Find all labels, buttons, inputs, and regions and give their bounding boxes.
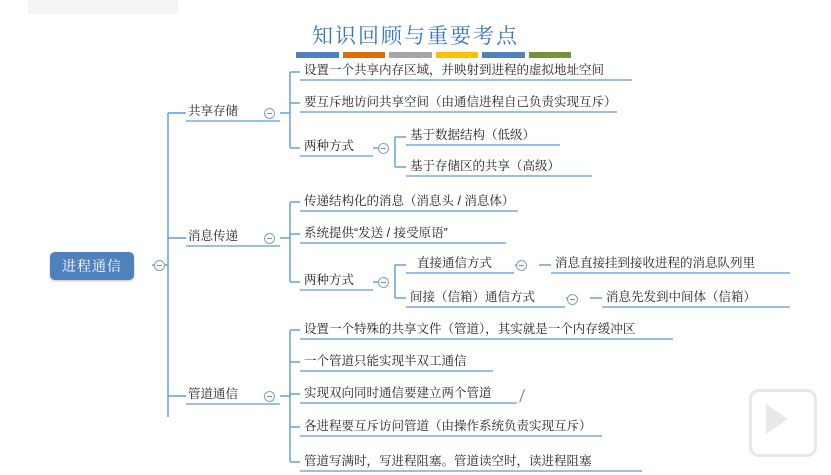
leaf-pipe-5[interactable]: 管道写满时，写进程阻塞。管道读空时，读进程阻塞 <box>304 454 592 468</box>
color-bar-3 <box>389 52 432 58</box>
leaf-indirect-communication[interactable]: 间接（信箱）通信方式 <box>410 290 536 304</box>
collapse-toggle-shared-storage[interactable] <box>264 108 275 119</box>
mouse-cursor <box>524 389 534 403</box>
watermark-logo <box>749 389 817 457</box>
leaf-message-passing-1[interactable]: 传递结构化的消息（消息头 / 消息体） <box>304 194 515 208</box>
leaf-shared-storage-3[interactable]: 两种方式 <box>304 139 355 153</box>
leaf-shared-storage-1[interactable]: 设置一个共享内存区域，并映射到进程的虚拟地址空间 <box>304 63 605 77</box>
color-bar-6 <box>529 52 572 58</box>
watermark-top <box>28 0 178 14</box>
mindmap-root-node[interactable]: 进程通信 <box>50 252 134 280</box>
leaf-pipe-4[interactable]: 各进程要互斥访问管道（由操作系统负责实现互斥） <box>304 419 592 433</box>
leaf-pipe-2[interactable]: 一个管道只能实现半双工通信 <box>304 354 467 368</box>
collapse-toggle-message-passing[interactable] <box>264 233 275 244</box>
collapse-toggle-message-passing-modes[interactable] <box>378 277 389 288</box>
leaf-indirect-communication-detail[interactable]: 消息先发到中间体（信箱） <box>606 290 757 304</box>
leaf-direct-communication[interactable]: 直接通信方式 <box>417 256 493 270</box>
branch-label-message-passing[interactable]: 消息传递 <box>188 229 239 243</box>
leaf-pipe-1[interactable]: 设置一个特殊的共享文件（管道），其实就是一个内存缓冲区 <box>304 322 636 336</box>
collapse-toggle-direct-communication[interactable] <box>516 260 527 271</box>
collapse-toggle-indirect-communication[interactable] <box>567 294 578 305</box>
page-title: 知识回顾与重要考点 <box>312 24 519 49</box>
color-bar-decoration <box>296 52 571 58</box>
leaf-shared-storage-2[interactable]: 要互斥地访问共享空间（由通信进程自己负责实现互斥） <box>304 95 617 109</box>
leaf-shared-storage-mode-2[interactable]: 基于存储区的共享（高级） <box>410 159 561 173</box>
leaf-direct-communication-detail[interactable]: 消息直接挂到接收进程的消息队列里 <box>555 256 756 270</box>
collapse-toggle-shared-storage-modes[interactable] <box>378 143 389 154</box>
collapse-toggle-root[interactable] <box>154 260 165 271</box>
leaf-message-passing-2[interactable]: 系统提供“发送 / 接受原语” <box>304 226 448 240</box>
branch-label-pipe-communication[interactable]: 管道通信 <box>188 387 239 401</box>
leaf-pipe-3[interactable]: 实现双向同时通信要建立两个管道 <box>304 386 492 400</box>
color-bar-4 <box>436 52 479 58</box>
branch-label-shared-storage[interactable]: 共享存储 <box>188 104 239 118</box>
leaf-shared-storage-mode-1[interactable]: 基于数据结构（低级） <box>410 128 536 142</box>
color-bar-5 <box>482 52 525 58</box>
collapse-toggle-pipe-communication[interactable] <box>264 391 275 402</box>
leaf-message-passing-3[interactable]: 两种方式 <box>304 273 355 287</box>
color-bar-1 <box>296 52 339 58</box>
color-bar-2 <box>343 52 386 58</box>
